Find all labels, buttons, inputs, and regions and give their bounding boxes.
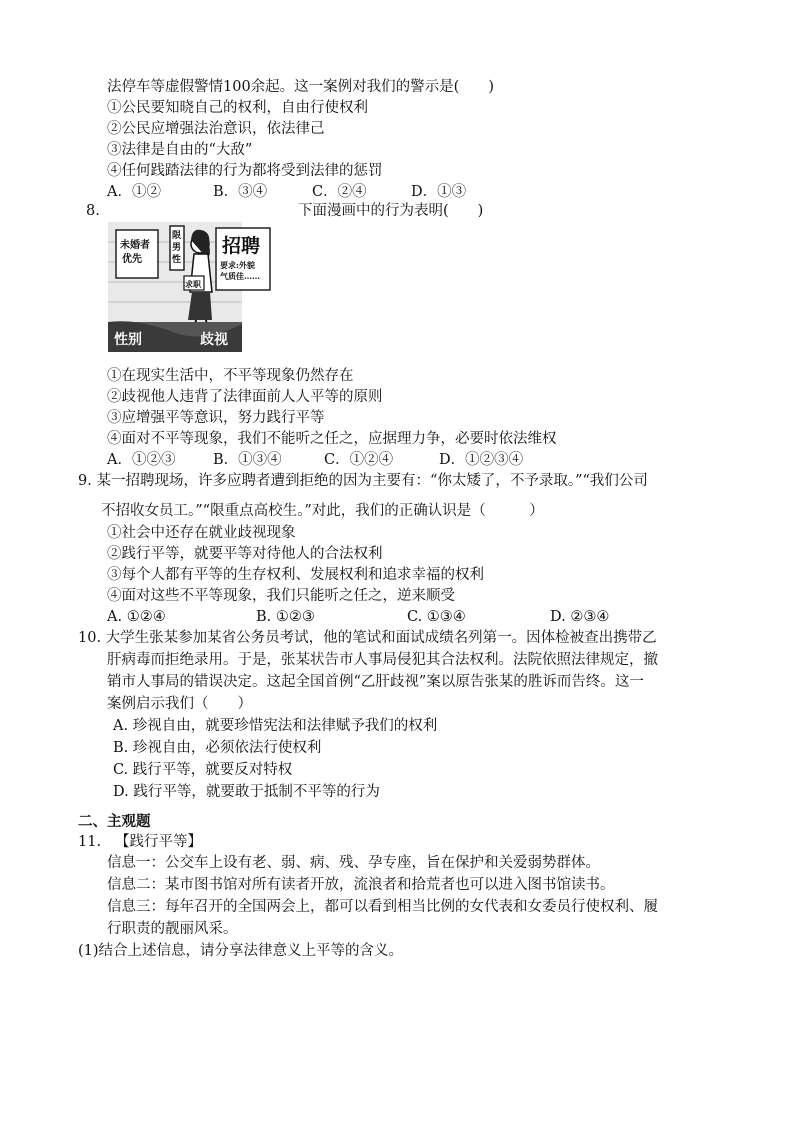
q8-option-c: C．①②④ (324, 452, 394, 468)
q7-item-1: ①公民要知晓自己的权利，自由行使权利 (107, 100, 368, 116)
q9-option-a: A. ①②④ (107, 609, 166, 625)
gender-discrimination-cartoon (108, 222, 261, 352)
q8-option-b: B．①③④ (213, 452, 282, 468)
q8-item-4: ④面对不平等现象，我们不能听之任之，应据理力争，必要时依法维权 (107, 431, 557, 447)
q7-option-b: B．③④ (213, 184, 268, 200)
q8-stem: 下面漫画中的行为表明( ) (298, 203, 484, 219)
svg-text:气质佳……: 气质佳…… (220, 271, 260, 281)
q10-option-c: C. 践行平等，就要反对特权 (113, 762, 293, 778)
q11-number: 11. (78, 834, 102, 850)
q10-stem-line3: 销市人事局的错误决定。这起全国首例“乙肝歧视”案以原告张某的胜诉而告终。这一 (107, 674, 644, 690)
cartoon-person-tag: 求职 (185, 279, 201, 289)
q8-item-1: ①在现实生活中，不平等现象仍然存在 (107, 368, 354, 384)
q9-stem-line1: 9. 某一招聘现场，许多应聘者遭到拒绝的因为主要有：“你太矮了，不予录取。”“我们公司 (78, 473, 648, 489)
q11-info-1: 信息一：公交车上设有老、弱、病、残、孕专座，旨在保护和关爱弱势群体。 (107, 855, 600, 871)
q10-option-b: B. 珍视自由，必须依法行使权利 (113, 740, 322, 756)
svg-text:招聘: 招聘 (222, 235, 261, 257)
svg-text:男: 男 (172, 243, 182, 253)
q11-info-3-continued: 行职责的靓丽风采。 (107, 921, 238, 937)
q11-info-3: 信息三：每年召开的全国两会上，都可以看到相当比例的女代表和女委员行使权利、履 (107, 899, 658, 915)
q7-item-2: ②公民应增强法治意识，依法律己 (107, 121, 325, 137)
q9-item-4: ④面对这些不平等现象，我们只能听之任之，逆来顺受 (107, 588, 455, 604)
svg-text:要求:外貌: 要求:外貌 (220, 260, 255, 270)
q9-option-d: D. ②③④ (550, 609, 610, 625)
q8-number: 8. (86, 203, 100, 219)
q7-item-4: ④任何践踏法律的行为都将受到法律的惩罚 (107, 163, 383, 179)
q10-stem-line1: 10. 大学生张某参加某省公务员考试，他的笔试和面试成绩名列第一。因体检被查出携带乙 (78, 630, 657, 646)
cartoon-ground-label-left: 性别 (114, 332, 142, 348)
q9-option-b: B. ①②③ (256, 609, 315, 625)
q9-item-2: ②践行平等，就要平等对待他人的合法权利 (107, 546, 383, 562)
q10-option-a: A. 珍视自由，就要珍惜宪法和法律赋予我们的权利 (113, 718, 438, 734)
q11-subquestion-1: (1)结合上述信息，请分享法律意义上平等的含义。 (78, 943, 404, 959)
section-title: 二、主观题 (78, 813, 151, 830)
q9-stem-line2: 不招收女员工。”“限重点高校生。”对此，我们的正确认识是（ ） (101, 503, 544, 519)
svg-text:限: 限 (172, 231, 182, 241)
q8-item-2: ②歧视他人违背了法律面前人人平等的原则 (107, 389, 383, 405)
q11-info-2: 信息二：某市图书馆对所有读者开放，流浪者和拾荒者也可以进入图书馆读书。 (107, 877, 615, 893)
q8-option-a: A．①②③ (107, 452, 176, 468)
q9-option-c: C. ①③④ (407, 609, 466, 625)
q8-option-d: D．①②③④ (439, 452, 524, 468)
cartoon-ground-label-right: 歧视 (200, 332, 228, 348)
cartoon-sign-left-line2: 优先 (122, 254, 142, 265)
q11-title: 【践行平等】 (115, 834, 202, 850)
q7-option-d: D．①③ (411, 184, 467, 200)
q7-option-a: A．①② (107, 184, 161, 200)
q8-item-3: ③应增强平等意识，努力践行平等 (107, 410, 325, 426)
q7-stem-continued: 法停车等虚假警情100余起。这一案例对我们的警示是( ) (107, 79, 494, 95)
q9-item-1: ①社会中还存在就业歧视现象 (107, 525, 296, 541)
q7-item-3: ③法律是自由的“大敌” (107, 142, 253, 158)
q10-stem-line4: 案例启示我们（ ） (107, 696, 252, 712)
q10-option-d: D. 践行平等，就要敢于抵制不平等的行为 (113, 784, 380, 800)
q10-stem-line2: 肝病毒而拒绝录用。于是，张某状告市人事局侵犯其合法权利。法院依照法律规定，撤 (107, 652, 658, 668)
svg-text:性: 性 (172, 255, 182, 265)
cartoon-sign-left-line1: 未婚者 (120, 240, 150, 251)
q9-item-3: ③每个人都有平等的生存权利、发展权利和追求幸福的权利 (107, 567, 484, 583)
q7-option-c: C．②④ (312, 184, 367, 200)
